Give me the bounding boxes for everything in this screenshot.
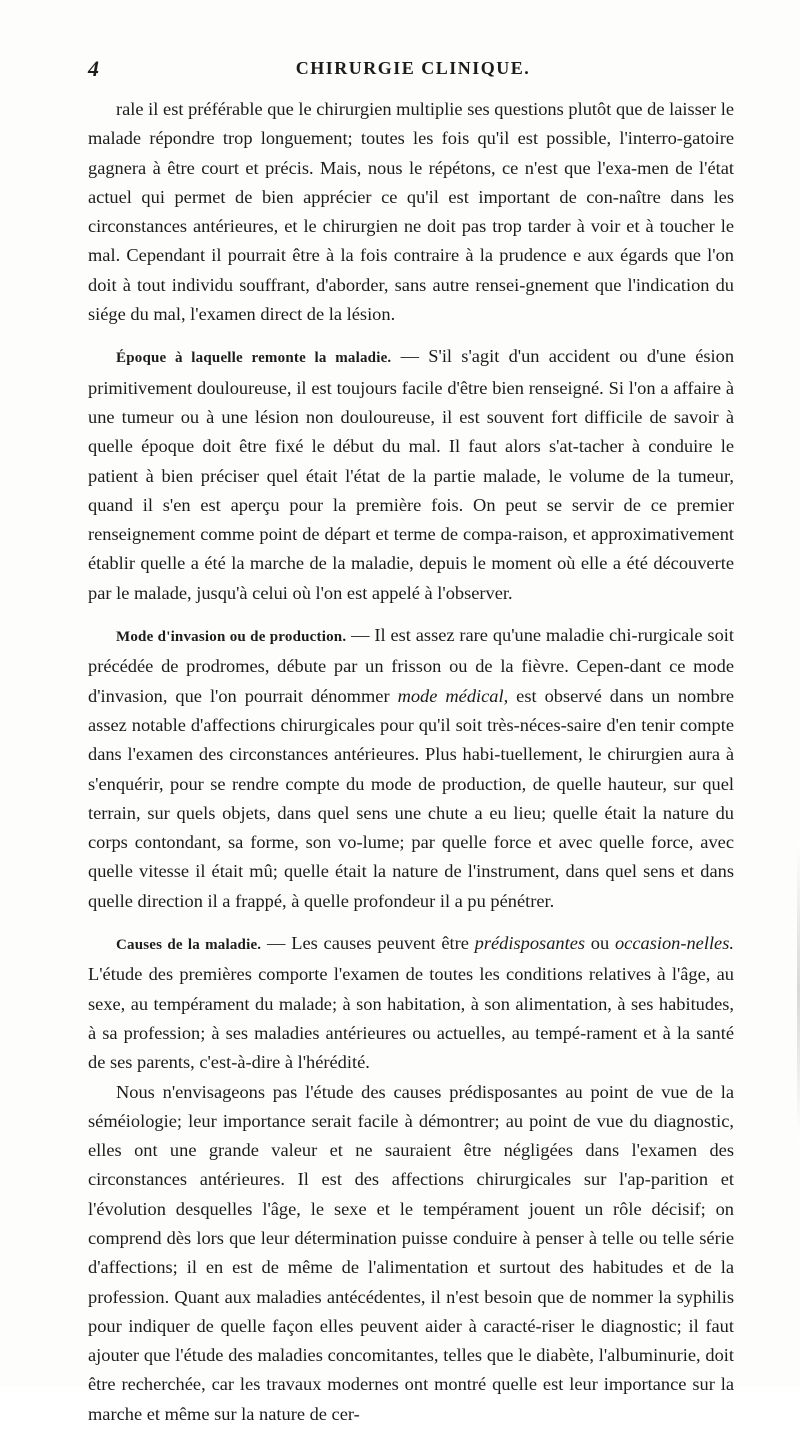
italic-term: mode médical, [398,686,509,706]
heading-dash: — [391,346,428,366]
paragraph-text: est observé dans un nombre assez notable d'affections chirurgicales pour qu'il soit très-néces-saire d'en tenir compte dans l'examen des circonstances antérieures. Plus habi-tuellement, le chirurgien aura à s'enquérir, pour se rendre compte du mode de production, de quelle hauteur, sur quel terrain, sur quels objets, dans quel sens une chute a eu lieu; quelle était la nature du corps contondant, sa forme, son vo-lume; par quelle force et avec quelle force, avec quelle vitesse il était mû; quelle était la nature de l'instrument, dans quel sens et dans quelle direction il a frappé, à quelle profondeur il a pu pénétrer. [88,686,734,911]
paragraph-mode-invasion [88,621,734,916]
section-heading-epoque: Époque à laquelle remonte la maladie. [116,350,391,366]
section-heading-causes: Causes de la maladie. [116,937,261,953]
paragraph-continuation [88,95,734,329]
section-heading-mode-invasion: Mode d'invasion ou de production. [116,629,346,645]
page-header [88,56,738,84]
paragraph-text: Il est assez rare qu'une maladie chi-rurgicale soit précédée de prodromes, débute par un frisson ou de la fièvre. Cepen-dant ce mode d'invasion, que l'on pourrait dénommer [88,625,734,706]
italic-term: prédisposantes [475,933,585,953]
page-number: 4 [88,56,99,82]
paragraph-text: L'étude des premières comporte l'examen de toutes les conditions relatives à l'âge, au sexe, au tempérament du malade; à son habitation, à son alimentation, à ses habitudes, à sa profession; à ses maladies antérieures ou actuelles, au tempé-rament et à la santé de ses parents, c'est-à-dire à l'hérédité. [88,964,734,1072]
paragraph-epoque [88,342,734,608]
paragraph-text: ou [585,933,615,953]
heading-dash: — [346,625,374,645]
body-text [88,95,734,1429]
paragraph-causes [88,929,734,1077]
paragraph-text: Nous n'envisageons pas l'étude des causes prédisposantes au point de vue de la séméiologie; leur importance serait facile à démontrer; au point de vue du diagnostic, elles ont une grande valeur et ne sauraient être négligées dans l'examen des circonstances antérieures. Il est des affections chirurgicales sur l'ap-parition et l'évolution desquelles l'âge, le sexe et le tempérament jouent un rôle décisif; on comprend dès lors que leur détermination puisse conduire à penser à telle ou telle série d'affections; il en est de même de l'alimentation et surtout des habitudes et de la profession. Quant aux maladies antécédentes, il n'est besoin que de nommer la syphilis pour indiquer de quelle façon elles peuvent aider à caracté-riser le diagnostic; il faut ajouter que l'étude des maladies concomitantes, telles que le diabète, l'albuminurie, doit être recherchée, car les travaux modernes ont montré quelle est leur importance sur la marche et même sur la nature de cer- [88,1082,734,1424]
paragraph-text: Les causes peuvent être [291,933,474,953]
paragraph-text: S'il s'agit d'un accident ou d'une ésion primitivement douloureuse, il est toujours facile d'être bien renseigné. Si l'on a affaire à une tumeur ou à une lésion non douloureuse, il est souvent fort difficile de savoir à quelle époque doit être fixé le début du mal. Il faut alors s'at-tacher à conduire le patient à bien préciser quel était l'état de la partie malade, le volume de la tumeur, quand il s'en est aperçu pour la première fois. On peut se servir de ce premier renseignement comme point de départ et terme de compa-raison, et approximativement établir quelle a été la marche de la maladie, depuis le moment où elle a été découverte par le malade, jusqu'à celui où l'on est appelé à l'observer. [88,346,734,602]
heading-dash: — [261,933,291,953]
italic-term: occasion-nelles. [615,933,734,953]
paragraph-causes-continued [88,1078,734,1429]
running-title: CHIRURGIE CLINIQUE. [88,58,738,79]
paragraph-text: rale il est préférable que le chirurgien multiplie ses questions plutôt que de laisser le malade répondre trop longuement; toutes les fois qu'il est possible, l'interro-gatoire gagnera à être court et précis. Mais, nous le répétons, ce n'est que l'exa-men de l'état actuel qui permet de bien apprécier ce qu'il est important de con-naître dans les circonstances antérieures, et le chirurgien ne doit pas trop tarder à voir et à toucher le mal. Cependant il pourrait être à la fois contraire à la prudence e aux égards que l'on doit à tout individu souffrant, d'aborder, sans autre rensei-gnement que l'indication du siége du mal, l'examen direct de la lésion. [88,99,734,324]
